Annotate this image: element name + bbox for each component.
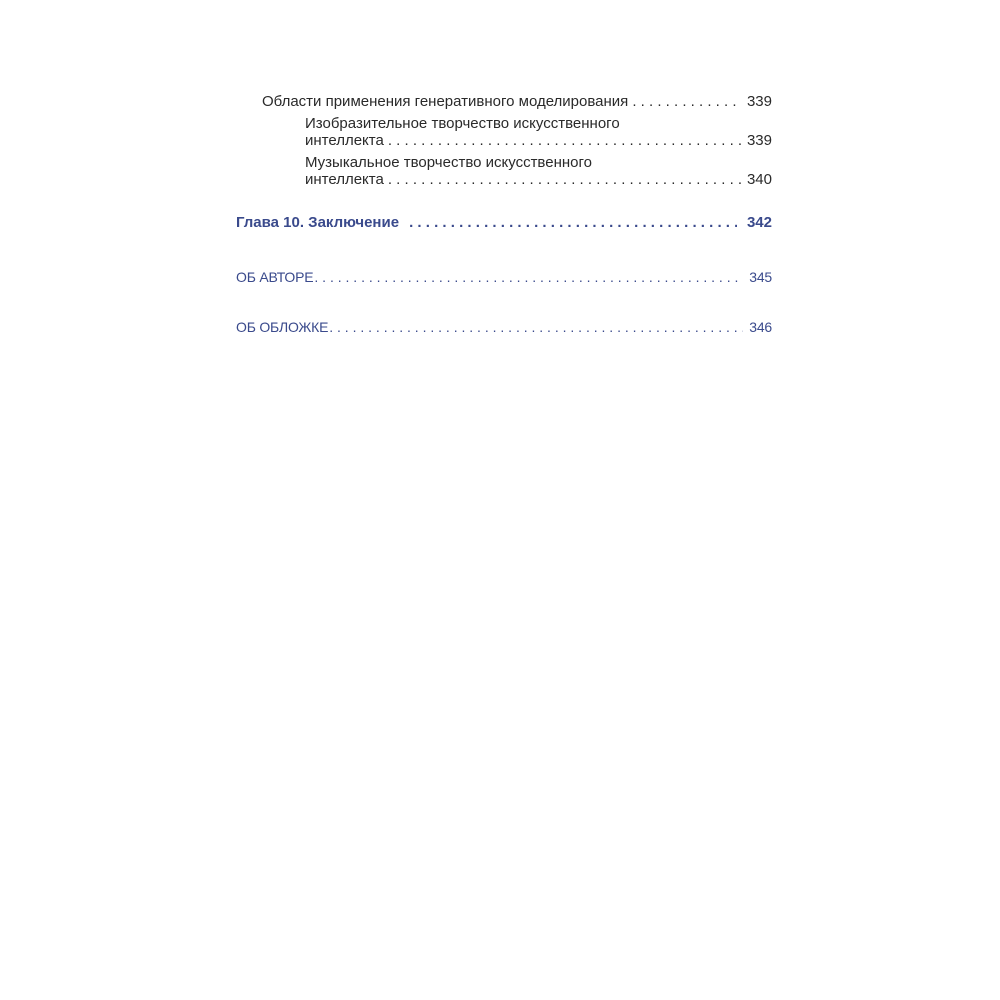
- toc-entry-music[interactable]: [305, 154, 772, 188]
- toc-entry-title: Области применения генеративного моделирования: [262, 93, 629, 110]
- toc-page-number: 342: [746, 214, 772, 231]
- toc-page-number: 339: [746, 93, 772, 110]
- toc-entry-title-line1: Изобразительное творчество искусственного: [305, 115, 620, 132]
- toc-line: [305, 132, 772, 149]
- toc-entry-chapter-10[interactable]: [236, 214, 772, 231]
- toc-backmatter-title: ОБ ОБЛОЖКЕ: [236, 319, 329, 335]
- toc-line: [262, 93, 772, 110]
- toc-line: [236, 214, 772, 231]
- dot-leader: [388, 171, 741, 188]
- toc-chapter-title: Глава 10. Заключение: [236, 214, 400, 231]
- toc-page-number: 345: [749, 269, 772, 285]
- toc-entry-about-cover[interactable]: [236, 319, 772, 336]
- toc-entry-visual-art[interactable]: [305, 115, 772, 149]
- toc-line: [305, 154, 772, 171]
- toc-page-number: 339: [746, 132, 772, 149]
- toc-line: [236, 269, 772, 286]
- toc-entry-title-line1: Музыкальное творчество искусственного: [305, 154, 592, 171]
- toc-line: [236, 319, 772, 336]
- toc-backmatter-title: ОБ АВТОРЕ: [236, 269, 314, 285]
- toc-entry-about-author[interactable]: [236, 269, 772, 286]
- toc-entry-title-line2: интеллекта: [305, 132, 384, 149]
- toc-entry-title-line2: интеллекта: [305, 171, 384, 188]
- toc-page-number: 340: [746, 171, 772, 188]
- table-of-contents: [236, 93, 772, 336]
- toc-page-number: 346: [749, 319, 772, 335]
- dot-leader: [388, 132, 741, 149]
- toc-line: [305, 115, 772, 132]
- dot-leader: [329, 319, 743, 336]
- dot-leader: [632, 93, 741, 110]
- toc-line: [305, 171, 772, 188]
- dot-leader: [409, 214, 737, 231]
- dot-leader: [314, 269, 743, 286]
- toc-entry-generative-modeling[interactable]: [262, 93, 772, 110]
